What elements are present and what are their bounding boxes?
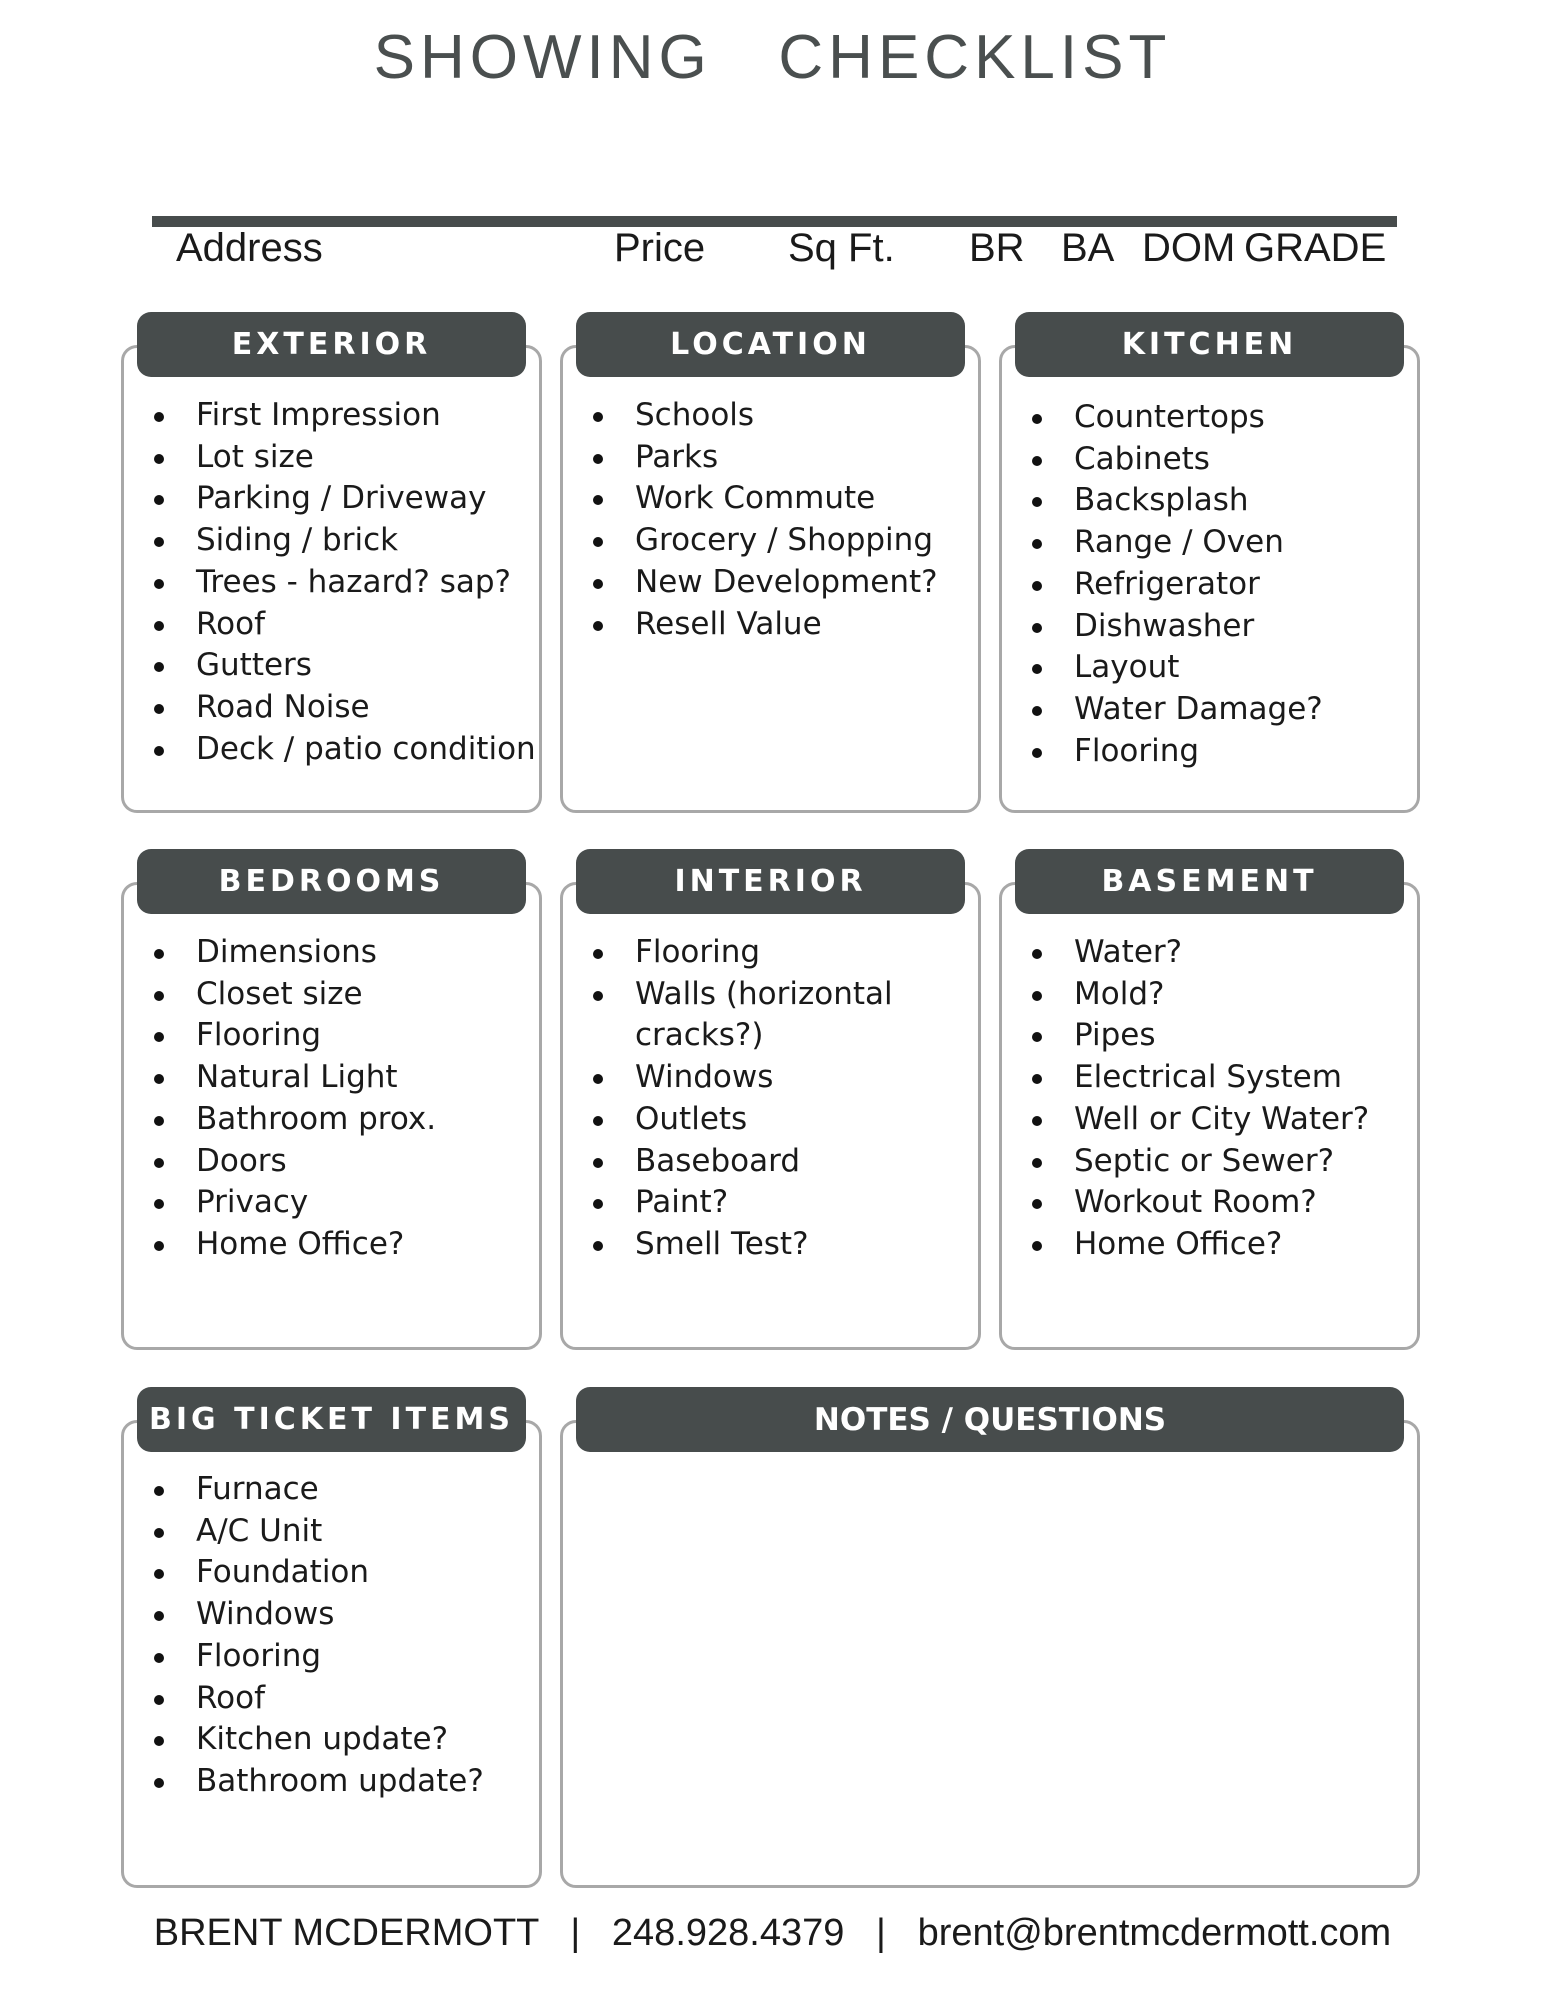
list-item: Furnace [150, 1469, 484, 1511]
header-address: Address [176, 226, 323, 270]
list-item: Siding / brick [150, 520, 536, 562]
list-item: Workout Room? [1028, 1182, 1369, 1224]
list-item: Septic or Sewer? [1028, 1141, 1369, 1183]
list-item: Backsplash [1028, 480, 1323, 522]
header-br: BR [969, 226, 1025, 270]
list-item: Roof [150, 604, 536, 646]
page-title: SHOWING CHECKLIST [373, 23, 1172, 92]
list-item: Cabinets [1028, 439, 1323, 481]
interior-tab: INTERIOR [576, 849, 965, 914]
list-item: Home Office? [150, 1224, 436, 1266]
list-item: Flooring [150, 1015, 436, 1057]
exterior-tab: EXTERIOR [137, 312, 526, 377]
list-item: Countertops [1028, 397, 1323, 439]
header-price: Price [614, 226, 706, 270]
list-item: Bathroom prox. [150, 1099, 436, 1141]
header-grade: GRADE [1244, 226, 1387, 270]
list-item: Home Office? [1028, 1224, 1369, 1266]
header-sqft: Sq Ft. [788, 226, 895, 270]
list-item: Layout [1028, 647, 1323, 689]
list-item: Electrical System [1028, 1057, 1369, 1099]
list-item: Outlets [589, 1099, 893, 1141]
list-item: Foundation [150, 1552, 484, 1594]
list-item: Natural Light [150, 1057, 436, 1099]
list-item: Roof [150, 1678, 484, 1720]
list-item: Lot size [150, 437, 536, 479]
list-item: Pipes [1028, 1015, 1369, 1057]
list-item: Water Damage? [1028, 689, 1323, 731]
list-item: Kitchen update? [150, 1719, 484, 1761]
big-ticket-list [150, 1469, 484, 1803]
list-item: Paint? [589, 1182, 893, 1224]
list-item: Parking / Driveway [150, 478, 536, 520]
location-tab: LOCATION [576, 312, 965, 377]
list-item: Flooring [150, 1636, 484, 1678]
list-item: First Impression [150, 395, 536, 437]
list-item: Refrigerator [1028, 564, 1323, 606]
list-item: cracks?) [635, 1017, 764, 1054]
list-item: Resell Value [589, 604, 938, 646]
big-ticket-tab: BIG TICKET ITEMS [137, 1387, 526, 1452]
list-item: Grocery / Shopping [589, 520, 938, 562]
list-item: Dishwasher [1028, 606, 1323, 648]
list-item: Flooring [1028, 731, 1323, 773]
list-item: A/C Unit [150, 1511, 484, 1553]
list-item: Windows [150, 1594, 484, 1636]
list-item: Schools [589, 395, 938, 437]
list-item: Deck / patio condition [150, 729, 536, 771]
contact-footer: BRENT MCDERMOTT | 248.928.4379 | brent@brentmcdermott.com [153, 1912, 1392, 1954]
list-item: Trees - hazard? sap? [150, 562, 536, 604]
list-item: Dimensions [150, 932, 436, 974]
notes-card [560, 1420, 1420, 1888]
list-item: Parks [589, 437, 938, 479]
location-list [589, 395, 938, 645]
list-item: Water? [1028, 932, 1369, 974]
list-item: Smell Test? [589, 1224, 893, 1266]
list-item: Baseboard [589, 1141, 893, 1183]
list-item: Bathroom update? [150, 1761, 484, 1803]
list-item: Work Commute [589, 478, 938, 520]
header-ba: BA [1061, 226, 1115, 270]
list-item: Windows [589, 1057, 893, 1099]
list-item: Gutters [150, 645, 536, 687]
list-item: Mold? [1028, 974, 1369, 1016]
basement-tab: BASEMENT [1015, 849, 1404, 914]
header-dom: DOM [1142, 226, 1236, 270]
list-item: Privacy [150, 1182, 436, 1224]
bedrooms-list [150, 932, 436, 1266]
list-item: Range / Oven [1028, 522, 1323, 564]
notes-tab: NOTES / QUESTIONS [576, 1387, 1404, 1452]
list-item: Flooring [589, 932, 893, 974]
basement-list [1028, 932, 1369, 1266]
list-item: Doors [150, 1141, 436, 1183]
kitchen-tab: KITCHEN [1015, 312, 1404, 377]
list-item: Closet size [150, 974, 436, 1016]
list-item: New Development? [589, 562, 938, 604]
interior-list [589, 932, 893, 1266]
list-item: Road Noise [150, 687, 536, 729]
bedrooms-tab: BEDROOMS [137, 849, 526, 914]
exterior-list [150, 395, 536, 770]
list-item: Well or City Water? [1028, 1099, 1369, 1141]
list-item: Walls (horizontal [589, 974, 893, 1016]
kitchen-list [1028, 397, 1323, 772]
